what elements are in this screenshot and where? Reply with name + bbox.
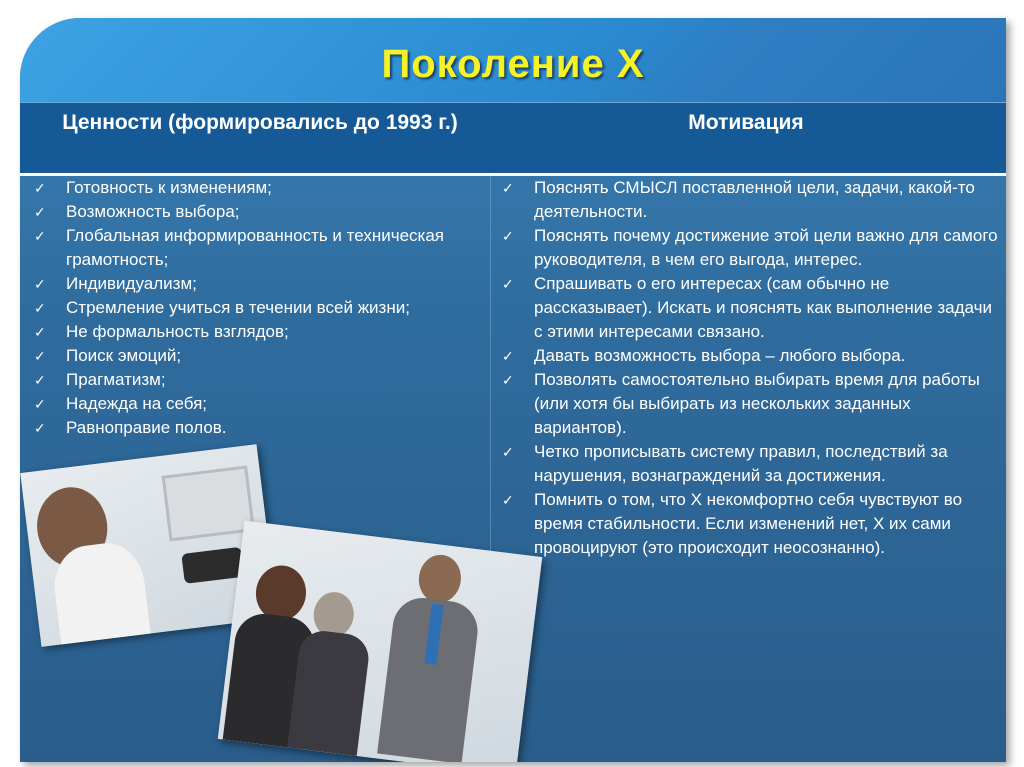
checkmark-icon: ✓ <box>502 492 514 508</box>
checkmark-icon: ✓ <box>502 228 514 244</box>
list-item: ✓ Давать возможность выбора – любого выбора. <box>500 344 1000 368</box>
list-item: ✓ Пояснять почему достижение этой цели важно для самого руководителя, в чем его выгода, интерес. <box>502 226 998 269</box>
values-list <box>32 176 482 440</box>
motivation-column-header: Мотивация <box>688 111 804 134</box>
meeting-photo <box>218 521 543 762</box>
list-item: ✓ Глобальная информированность и техническая грамотность; <box>34 226 444 269</box>
checkmark-icon: ✓ <box>34 204 46 220</box>
monitor-shape <box>162 465 255 541</box>
motivation-list <box>500 176 1000 560</box>
checkmark-icon: ✓ <box>34 396 46 412</box>
slide-title: Поколение Х <box>381 42 645 86</box>
checkmark-icon: ✓ <box>34 276 46 292</box>
checkmark-icon: ✓ <box>34 420 46 436</box>
slide <box>20 18 1006 762</box>
list-item: ✓ Стремление учиться в течении всей жизни; <box>32 296 482 320</box>
list-item: ✓ Равноправие полов. <box>32 416 482 440</box>
checkmark-icon: ✓ <box>502 444 514 460</box>
list-item: ✓ Четко прописывать систему правил, последствий за нарушения, вознаграждений за достижения. <box>502 442 948 485</box>
checkmark-icon: ✓ <box>34 300 46 316</box>
checkmark-icon: ✓ <box>34 372 46 388</box>
list-item: ✓ Поиск эмоций; <box>32 344 482 368</box>
list-item: ✓ Готовность к изменениям; <box>32 176 482 200</box>
list-item: ✓ Спрашивать о его интересах (сам обычно не рассказывает). Искать и пояснять как выполнение задачи с этими интересами связано. <box>502 274 992 341</box>
checkmark-icon: ✓ <box>502 276 514 292</box>
photo-person-shape <box>50 539 153 647</box>
checkmark-icon: ✓ <box>502 348 514 364</box>
checkmark-icon: ✓ <box>34 180 46 196</box>
list-item: ✓ Пояснять СМЫСЛ поставленной цели, задачи, какой-то деятельности. <box>502 178 975 221</box>
photo-person-shape <box>287 628 371 756</box>
list-item: ✓ Помнить о том, что Х некомфортно себя чувствуют во время стабильности. Если изменений нет, Х их сами провоцируют (это происходит неосознанно). <box>502 490 963 557</box>
checkmark-icon: ✓ <box>34 324 46 340</box>
table-header-row <box>20 102 1006 176</box>
checkmark-icon: ✓ <box>502 372 514 388</box>
list-item: ✓ Позволять самостоятельно выбирать время для работы (или хотя бы выбирать из нескольких заданных вариантов). <box>502 370 980 437</box>
list-item: ✓ Не формальность взглядов; <box>32 320 482 344</box>
checkmark-icon: ✓ <box>502 180 514 196</box>
list-item: ✓ Индивидуализм; <box>32 272 482 296</box>
values-column-header: Ценности (формировались до 1993 г.) <box>62 111 458 134</box>
checkmark-icon: ✓ <box>34 228 46 244</box>
list-item: ✓ Возможность выбора; <box>32 200 482 224</box>
phone-shape <box>181 547 244 584</box>
checkmark-icon: ✓ <box>34 348 46 364</box>
list-item: ✓ Прагматизм; <box>32 368 482 392</box>
list-item: ✓ Надежда на себя; <box>32 392 482 416</box>
